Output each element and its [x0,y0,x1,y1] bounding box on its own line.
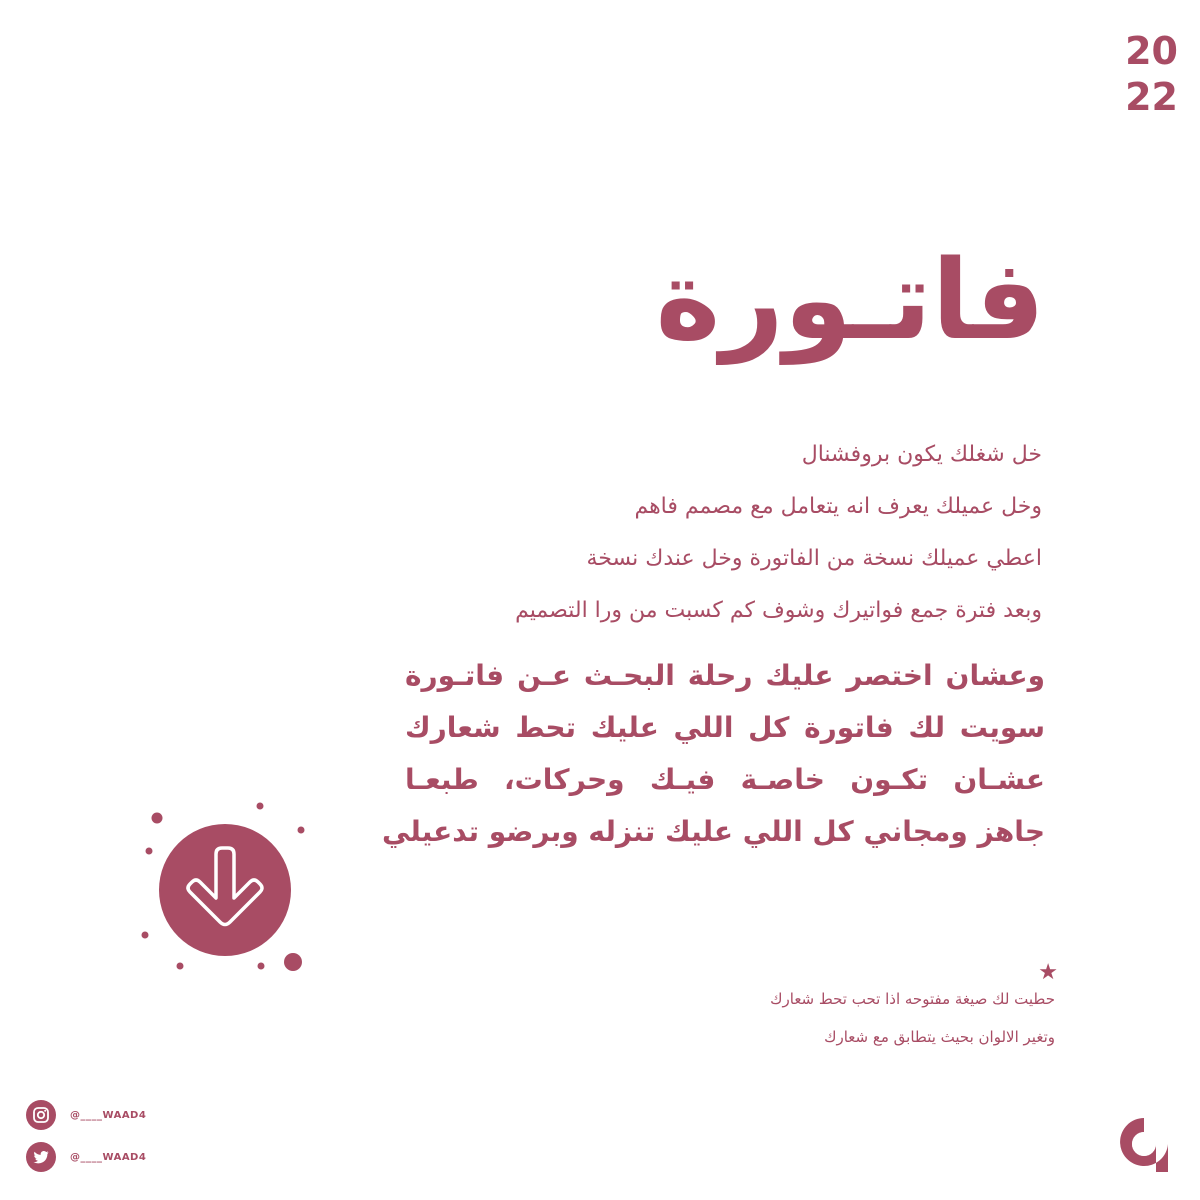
twitter-icon [26,1142,56,1172]
year-line-2: 22 [1125,75,1178,119]
intro-line: وبعد فترة جمع فواتيرك وشوف كم كسبت من ورا التصميم [515,598,1042,623]
body-line: عشـان تكـون خاصـة فيـك وحركات، طبعـا [405,763,1045,796]
body-line: وعشان اختصر عليك رحلة البحـث عـن فاتـورة [405,659,1045,692]
year-line-1: 20 [1125,29,1178,73]
intro-line: اعطي عميلك نسخة من الفاتورة وخل عندك نسخة [586,546,1042,571]
year-label [1125,28,1178,120]
twitter-link[interactable] [26,1142,146,1172]
instagram-link[interactable] [26,1100,146,1130]
body-line: سويت لك فاتورة كل اللي عليك تحط شعارك [405,711,1045,744]
download-arrow-icon [120,780,320,980]
body-text [381,650,1045,858]
instagram-handle: @____WAAD4 [70,1109,147,1121]
download-button[interactable] [120,780,320,980]
note-line-1: حطيت لك صيغة مفتوحه اذا تحب تحط شعارك [770,990,1055,1008]
star-icon: ★ [1038,960,1058,985]
instagram-icon [26,1100,56,1130]
twitter-handle: @____WAAD4 [70,1151,147,1163]
note-line-2: وتغير الالوان بحيث يتطابق مع شعارك [824,1028,1055,1046]
brand-logo [1112,1112,1176,1176]
intro-line: وخل عميلك يعرف انه يتعامل مع مصمم فاهم [634,494,1042,519]
note-text [555,985,1055,1061]
body-line: جاهز ومجاني كل اللي عليك تنزله وبرضو تدعيلي [381,815,1045,848]
intro-text [402,432,1042,640]
intro-line: خل شغلك يكون بروفشنال [801,442,1042,467]
page-title: فاتـورة [655,236,1045,364]
